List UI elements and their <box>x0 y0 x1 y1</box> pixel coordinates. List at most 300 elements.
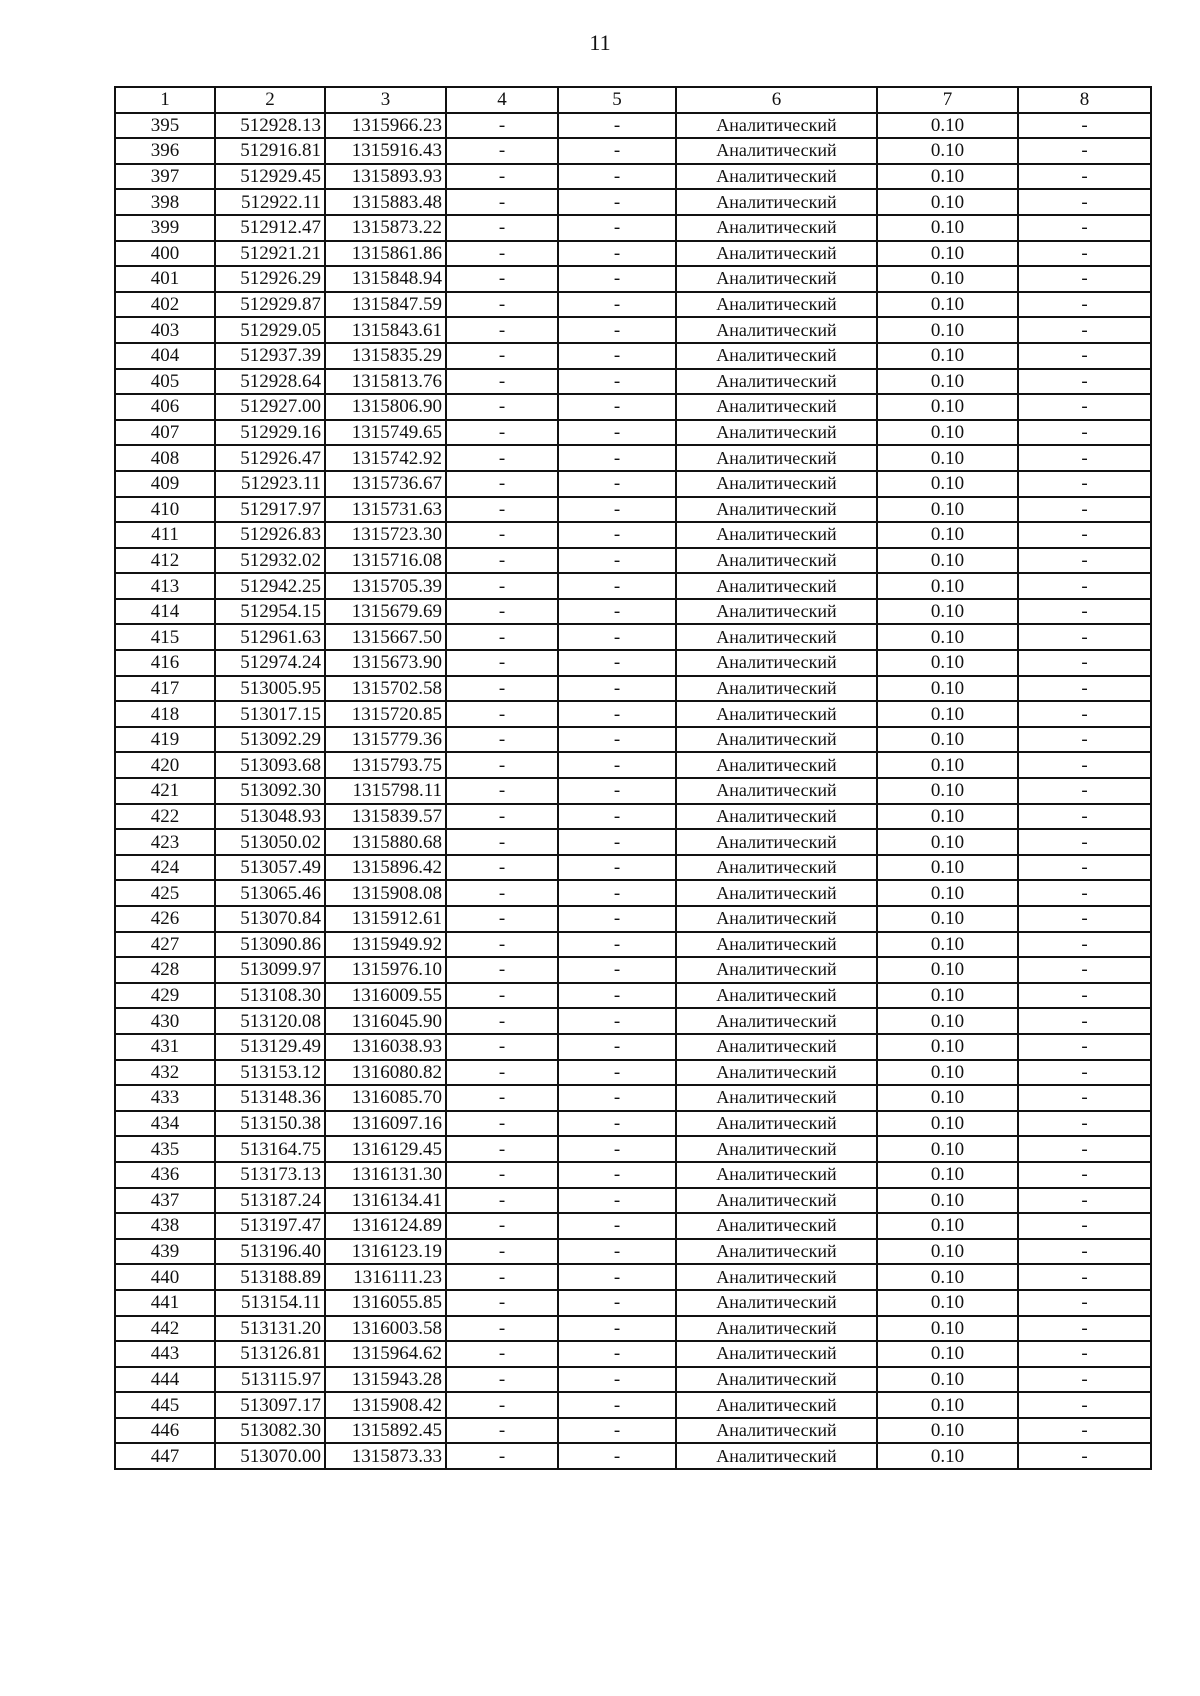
y-coordinate-cell: 1315720.85 <box>325 701 446 727</box>
column-4-cell: - <box>446 650 558 676</box>
column-8-cell: - <box>1018 113 1151 139</box>
column-4-cell: - <box>446 906 558 932</box>
column-5-cell: - <box>558 113 676 139</box>
accuracy-cell: 0.10 <box>877 292 1018 318</box>
accuracy-cell: 0.10 <box>877 1111 1018 1137</box>
column-4-cell: - <box>446 727 558 753</box>
accuracy-cell: 0.10 <box>877 727 1018 753</box>
table-row <box>115 573 1151 599</box>
accuracy-cell: 0.10 <box>877 829 1018 855</box>
x-coordinate-cell: 513108.30 <box>215 983 325 1009</box>
table-row <box>115 497 1151 523</box>
accuracy-cell: 0.10 <box>877 215 1018 241</box>
accuracy-cell: 0.10 <box>877 138 1018 164</box>
column-8-cell: - <box>1018 292 1151 318</box>
accuracy-cell: 0.10 <box>877 573 1018 599</box>
accuracy-cell: 0.10 <box>877 241 1018 267</box>
column-5-cell: - <box>558 1136 676 1162</box>
x-coordinate-cell: 513070.84 <box>215 906 325 932</box>
x-coordinate-cell: 512921.21 <box>215 241 325 267</box>
table-row <box>115 420 1151 446</box>
point-number-cell: 413 <box>115 573 215 599</box>
accuracy-cell: 0.10 <box>877 1162 1018 1188</box>
method-cell: Аналитический <box>676 1392 877 1418</box>
x-coordinate-cell: 513188.89 <box>215 1264 325 1290</box>
x-coordinate-cell: 513164.75 <box>215 1136 325 1162</box>
column-5-cell: - <box>558 1188 676 1214</box>
y-coordinate-cell: 1316085.70 <box>325 1085 446 1111</box>
method-cell: Аналитический <box>676 650 877 676</box>
method-cell: Аналитический <box>676 317 877 343</box>
point-number-cell: 432 <box>115 1060 215 1086</box>
accuracy-cell: 0.10 <box>877 471 1018 497</box>
x-coordinate-cell: 512926.29 <box>215 266 325 292</box>
method-cell: Аналитический <box>676 1213 877 1239</box>
method-cell: Аналитический <box>676 420 877 446</box>
x-coordinate-cell: 513115.97 <box>215 1367 325 1393</box>
column-5-cell: - <box>558 1213 676 1239</box>
column-5-cell: - <box>558 650 676 676</box>
y-coordinate-cell: 1315949.92 <box>325 932 446 958</box>
column-header: 8 <box>1018 87 1151 113</box>
y-coordinate-cell: 1315861.86 <box>325 241 446 267</box>
y-coordinate-cell: 1315908.08 <box>325 880 446 906</box>
column-header: 2 <box>215 87 325 113</box>
column-4-cell: - <box>446 445 558 471</box>
column-4-cell: - <box>446 1392 558 1418</box>
accuracy-cell: 0.10 <box>877 1188 1018 1214</box>
y-coordinate-cell: 1315731.63 <box>325 497 446 523</box>
point-number-cell: 446 <box>115 1418 215 1444</box>
accuracy-cell: 0.10 <box>877 164 1018 190</box>
table-row <box>115 1443 1151 1469</box>
column-8-cell: - <box>1018 215 1151 241</box>
column-4-cell: - <box>446 164 558 190</box>
method-cell: Аналитический <box>676 829 877 855</box>
method-cell: Аналитический <box>676 138 877 164</box>
method-cell: Аналитический <box>676 1060 877 1086</box>
column-5-cell: - <box>558 624 676 650</box>
column-8-cell: - <box>1018 1264 1151 1290</box>
column-8-cell: - <box>1018 241 1151 267</box>
method-cell: Аналитический <box>676 1008 877 1034</box>
point-number-cell: 440 <box>115 1264 215 1290</box>
table-row <box>115 394 1151 420</box>
column-4-cell: - <box>446 1418 558 1444</box>
method-cell: Аналитический <box>676 1367 877 1393</box>
column-4-cell: - <box>446 292 558 318</box>
x-coordinate-cell: 513057.49 <box>215 855 325 881</box>
column-4-cell: - <box>446 1443 558 1469</box>
method-cell: Аналитический <box>676 1034 877 1060</box>
column-4-cell: - <box>446 1162 558 1188</box>
method-cell: Аналитический <box>676 701 877 727</box>
method-cell: Аналитический <box>676 1418 877 1444</box>
method-cell: Аналитический <box>676 471 877 497</box>
column-4-cell: - <box>446 394 558 420</box>
method-cell: Аналитический <box>676 676 877 702</box>
y-coordinate-cell: 1315893.93 <box>325 164 446 190</box>
column-8-cell: - <box>1018 1443 1151 1469</box>
y-coordinate-cell: 1315742.92 <box>325 445 446 471</box>
column-8-cell: - <box>1018 420 1151 446</box>
x-coordinate-cell: 513017.15 <box>215 701 325 727</box>
accuracy-cell: 0.10 <box>877 522 1018 548</box>
table-row <box>115 241 1151 267</box>
x-coordinate-cell: 512932.02 <box>215 548 325 574</box>
method-cell: Аналитический <box>676 932 877 958</box>
method-cell: Аналитический <box>676 292 877 318</box>
column-8-cell: - <box>1018 266 1151 292</box>
point-number-cell: 424 <box>115 855 215 881</box>
y-coordinate-cell: 1315793.75 <box>325 752 446 778</box>
method-cell: Аналитический <box>676 624 877 650</box>
table-row <box>115 1008 1151 1034</box>
table-row <box>115 164 1151 190</box>
column-5-cell: - <box>558 1290 676 1316</box>
column-5-cell: - <box>558 1367 676 1393</box>
point-number-cell: 397 <box>115 164 215 190</box>
column-header: 3 <box>325 87 446 113</box>
column-8-cell: - <box>1018 369 1151 395</box>
point-number-cell: 443 <box>115 1341 215 1367</box>
x-coordinate-cell: 513090.86 <box>215 932 325 958</box>
column-8-cell: - <box>1018 880 1151 906</box>
point-number-cell: 437 <box>115 1188 215 1214</box>
y-coordinate-cell: 1315806.90 <box>325 394 446 420</box>
x-coordinate-cell: 512929.16 <box>215 420 325 446</box>
column-4-cell: - <box>446 266 558 292</box>
column-5-cell: - <box>558 932 676 958</box>
column-5-cell: - <box>558 778 676 804</box>
column-5-cell: - <box>558 445 676 471</box>
column-8-cell: - <box>1018 906 1151 932</box>
x-coordinate-cell: 512961.63 <box>215 624 325 650</box>
point-number-cell: 419 <box>115 727 215 753</box>
x-coordinate-cell: 513048.93 <box>215 804 325 830</box>
table-row <box>115 932 1151 958</box>
x-coordinate-cell: 513097.17 <box>215 1392 325 1418</box>
column-5-cell: - <box>558 343 676 369</box>
table-row <box>115 804 1151 830</box>
column-5-cell: - <box>558 1162 676 1188</box>
point-number-cell: 436 <box>115 1162 215 1188</box>
method-cell: Аналитический <box>676 548 877 574</box>
y-coordinate-cell: 1315908.42 <box>325 1392 446 1418</box>
table-row <box>115 138 1151 164</box>
point-number-cell: 416 <box>115 650 215 676</box>
column-5-cell: - <box>558 752 676 778</box>
accuracy-cell: 0.10 <box>877 983 1018 1009</box>
table-row <box>115 1136 1151 1162</box>
accuracy-cell: 0.10 <box>877 369 1018 395</box>
method-cell: Аналитический <box>676 906 877 932</box>
table-row <box>115 906 1151 932</box>
header-row <box>115 87 1151 113</box>
column-4-cell: - <box>446 1034 558 1060</box>
table-row <box>115 1290 1151 1316</box>
column-8-cell: - <box>1018 1213 1151 1239</box>
table-row <box>115 727 1151 753</box>
column-5-cell: - <box>558 880 676 906</box>
column-5-cell: - <box>558 855 676 881</box>
x-coordinate-cell: 513173.13 <box>215 1162 325 1188</box>
x-coordinate-cell: 512974.24 <box>215 650 325 676</box>
point-number-cell: 402 <box>115 292 215 318</box>
column-5-cell: - <box>558 983 676 1009</box>
coordinates-table <box>114 86 1152 1470</box>
column-5-cell: - <box>558 1418 676 1444</box>
accuracy-cell: 0.10 <box>877 906 1018 932</box>
table-row <box>115 1367 1151 1393</box>
column-4-cell: - <box>446 241 558 267</box>
point-number-cell: 435 <box>115 1136 215 1162</box>
point-number-cell: 444 <box>115 1367 215 1393</box>
x-coordinate-cell: 513099.97 <box>215 957 325 983</box>
y-coordinate-cell: 1315916.43 <box>325 138 446 164</box>
column-8-cell: - <box>1018 829 1151 855</box>
method-cell: Аналитический <box>676 599 877 625</box>
column-4-cell: - <box>446 522 558 548</box>
accuracy-cell: 0.10 <box>877 676 1018 702</box>
x-coordinate-cell: 513092.30 <box>215 778 325 804</box>
point-number-cell: 404 <box>115 343 215 369</box>
x-coordinate-cell: 513153.12 <box>215 1060 325 1086</box>
x-coordinate-cell: 512928.64 <box>215 369 325 395</box>
accuracy-cell: 0.10 <box>877 1239 1018 1265</box>
table-row <box>115 599 1151 625</box>
column-4-cell: - <box>446 778 558 804</box>
y-coordinate-cell: 1316134.41 <box>325 1188 446 1214</box>
y-coordinate-cell: 1315779.36 <box>325 727 446 753</box>
x-coordinate-cell: 513154.11 <box>215 1290 325 1316</box>
column-4-cell: - <box>446 829 558 855</box>
accuracy-cell: 0.10 <box>877 1008 1018 1034</box>
point-number-cell: 425 <box>115 880 215 906</box>
column-5-cell: - <box>558 1008 676 1034</box>
column-5-cell: - <box>558 1392 676 1418</box>
point-number-cell: 427 <box>115 932 215 958</box>
method-cell: Аналитический <box>676 957 877 983</box>
table-row <box>115 522 1151 548</box>
column-4-cell: - <box>446 1111 558 1137</box>
table-row <box>115 215 1151 241</box>
x-coordinate-cell: 512922.11 <box>215 189 325 215</box>
column-5-cell: - <box>558 266 676 292</box>
point-number-cell: 395 <box>115 113 215 139</box>
point-number-cell: 408 <box>115 445 215 471</box>
point-number-cell: 420 <box>115 752 215 778</box>
point-number-cell: 441 <box>115 1290 215 1316</box>
column-8-cell: - <box>1018 522 1151 548</box>
column-8-cell: - <box>1018 1392 1151 1418</box>
table-row <box>115 752 1151 778</box>
method-cell: Аналитический <box>676 189 877 215</box>
x-coordinate-cell: 513005.95 <box>215 676 325 702</box>
column-4-cell: - <box>446 1188 558 1214</box>
accuracy-cell: 0.10 <box>877 394 1018 420</box>
column-5-cell: - <box>558 1111 676 1137</box>
y-coordinate-cell: 1315896.42 <box>325 855 446 881</box>
table-row <box>115 855 1151 881</box>
column-5-cell: - <box>558 1239 676 1265</box>
column-5-cell: - <box>558 241 676 267</box>
method-cell: Аналитический <box>676 778 877 804</box>
x-coordinate-cell: 512926.47 <box>215 445 325 471</box>
y-coordinate-cell: 1315667.50 <box>325 624 446 650</box>
point-number-cell: 447 <box>115 1443 215 1469</box>
column-8-cell: - <box>1018 778 1151 804</box>
column-8-cell: - <box>1018 804 1151 830</box>
column-8-cell: - <box>1018 624 1151 650</box>
table-row <box>115 1316 1151 1342</box>
point-number-cell: 430 <box>115 1008 215 1034</box>
table-row <box>115 880 1151 906</box>
column-8-cell: - <box>1018 1111 1151 1137</box>
x-coordinate-cell: 513065.46 <box>215 880 325 906</box>
table-row <box>115 266 1151 292</box>
point-number-cell: 415 <box>115 624 215 650</box>
accuracy-cell: 0.10 <box>877 778 1018 804</box>
table-row <box>115 1341 1151 1367</box>
method-cell: Аналитический <box>676 164 877 190</box>
y-coordinate-cell: 1315839.57 <box>325 804 446 830</box>
column-4-cell: - <box>446 369 558 395</box>
column-8-cell: - <box>1018 1060 1151 1086</box>
table-row <box>115 1392 1151 1418</box>
method-cell: Аналитический <box>676 727 877 753</box>
x-coordinate-cell: 512937.39 <box>215 343 325 369</box>
column-8-cell: - <box>1018 1162 1151 1188</box>
column-8-cell: - <box>1018 471 1151 497</box>
point-number-cell: 421 <box>115 778 215 804</box>
table-row <box>115 369 1151 395</box>
table-row <box>115 1111 1151 1137</box>
table-row <box>115 676 1151 702</box>
column-5-cell: - <box>558 138 676 164</box>
column-4-cell: - <box>446 599 558 625</box>
x-coordinate-cell: 512928.13 <box>215 113 325 139</box>
y-coordinate-cell: 1316080.82 <box>325 1060 446 1086</box>
method-cell: Аналитический <box>676 343 877 369</box>
x-coordinate-cell: 513082.30 <box>215 1418 325 1444</box>
column-4-cell: - <box>446 932 558 958</box>
point-number-cell: 406 <box>115 394 215 420</box>
y-coordinate-cell: 1315702.58 <box>325 676 446 702</box>
column-5-cell: - <box>558 1060 676 1086</box>
table-row <box>115 957 1151 983</box>
x-coordinate-cell: 513131.20 <box>215 1316 325 1342</box>
column-8-cell: - <box>1018 599 1151 625</box>
column-5-cell: - <box>558 676 676 702</box>
method-cell: Аналитический <box>676 394 877 420</box>
accuracy-cell: 0.10 <box>877 701 1018 727</box>
point-number-cell: 442 <box>115 1316 215 1342</box>
method-cell: Аналитический <box>676 497 877 523</box>
column-4-cell: - <box>446 1213 558 1239</box>
x-coordinate-cell: 513092.29 <box>215 727 325 753</box>
column-header: 4 <box>446 87 558 113</box>
column-5-cell: - <box>558 829 676 855</box>
method-cell: Аналитический <box>676 1290 877 1316</box>
accuracy-cell: 0.10 <box>877 420 1018 446</box>
point-number-cell: 417 <box>115 676 215 702</box>
y-coordinate-cell: 1315843.61 <box>325 317 446 343</box>
column-8-cell: - <box>1018 1085 1151 1111</box>
column-4-cell: - <box>446 1316 558 1342</box>
y-coordinate-cell: 1316045.90 <box>325 1008 446 1034</box>
column-8-cell: - <box>1018 855 1151 881</box>
y-coordinate-cell: 1316123.19 <box>325 1239 446 1265</box>
column-8-cell: - <box>1018 138 1151 164</box>
y-coordinate-cell: 1316055.85 <box>325 1290 446 1316</box>
accuracy-cell: 0.10 <box>877 1443 1018 1469</box>
column-5-cell: - <box>558 1341 676 1367</box>
x-coordinate-cell: 512929.05 <box>215 317 325 343</box>
y-coordinate-cell: 1315912.61 <box>325 906 446 932</box>
x-coordinate-cell: 512917.97 <box>215 497 325 523</box>
method-cell: Аналитический <box>676 1316 877 1342</box>
table-row <box>115 650 1151 676</box>
table-row <box>115 778 1151 804</box>
accuracy-cell: 0.10 <box>877 752 1018 778</box>
x-coordinate-cell: 513148.36 <box>215 1085 325 1111</box>
point-number-cell: 401 <box>115 266 215 292</box>
method-cell: Аналитический <box>676 1188 877 1214</box>
method-cell: Аналитический <box>676 983 877 1009</box>
y-coordinate-cell: 1316038.93 <box>325 1034 446 1060</box>
accuracy-cell: 0.10 <box>877 445 1018 471</box>
table-row <box>115 189 1151 215</box>
table-row <box>115 1418 1151 1444</box>
point-number-cell: 409 <box>115 471 215 497</box>
column-8-cell: - <box>1018 727 1151 753</box>
accuracy-cell: 0.10 <box>877 880 1018 906</box>
column-8-cell: - <box>1018 1239 1151 1265</box>
column-8-cell: - <box>1018 1188 1151 1214</box>
method-cell: Аналитический <box>676 445 877 471</box>
column-5-cell: - <box>558 1034 676 1060</box>
column-4-cell: - <box>446 1136 558 1162</box>
accuracy-cell: 0.10 <box>877 1316 1018 1342</box>
column-4-cell: - <box>446 701 558 727</box>
column-8-cell: - <box>1018 752 1151 778</box>
y-coordinate-cell: 1315813.76 <box>325 369 446 395</box>
column-5-cell: - <box>558 394 676 420</box>
y-coordinate-cell: 1315873.22 <box>325 215 446 241</box>
x-coordinate-cell: 513197.47 <box>215 1213 325 1239</box>
column-5-cell: - <box>558 1264 676 1290</box>
y-coordinate-cell: 1316131.30 <box>325 1162 446 1188</box>
accuracy-cell: 0.10 <box>877 343 1018 369</box>
column-8-cell: - <box>1018 497 1151 523</box>
method-cell: Аналитический <box>676 855 877 881</box>
table-row <box>115 1239 1151 1265</box>
table-row <box>115 343 1151 369</box>
method-cell: Аналитический <box>676 573 877 599</box>
method-cell: Аналитический <box>676 215 877 241</box>
point-number-cell: 426 <box>115 906 215 932</box>
column-8-cell: - <box>1018 445 1151 471</box>
y-coordinate-cell: 1316129.45 <box>325 1136 446 1162</box>
table-row <box>115 548 1151 574</box>
point-number-cell: 445 <box>115 1392 215 1418</box>
column-8-cell: - <box>1018 1316 1151 1342</box>
x-coordinate-cell: 512926.83 <box>215 522 325 548</box>
column-5-cell: - <box>558 369 676 395</box>
y-coordinate-cell: 1316097.16 <box>325 1111 446 1137</box>
method-cell: Аналитический <box>676 1136 877 1162</box>
